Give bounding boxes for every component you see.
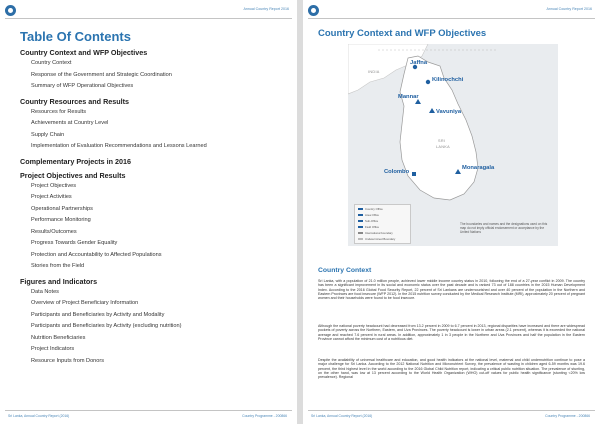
country-context-heading: Country Context	[318, 267, 372, 274]
kilinochchi-marker	[426, 80, 430, 84]
legend-item: Sub-Office	[365, 219, 379, 223]
wfp-logo-icon	[308, 5, 319, 16]
context-paragraph: Although the national poverty headcount had decreased from 13.2 percent in 2009 to 6.7 percent in 2013, regional disparities have increased and there are widespread pockets of poverty across the Northern, Eastern, and Uva Provinces. The poverty headcount is lower in urban areas (2.1 percent), whereas it is exceeded the national average and reached 7.6 percent in rural areas. In addition, approximately 1 in 3 people in the Northern and Uva Provinces and half the population in the Eastern Province cannot afford the minimum cost of a nutritious diet.	[318, 324, 585, 341]
header-report-link[interactable]: Annual Country Report 2016	[546, 7, 592, 11]
footer-left-text: Sri Lanka, Annual Country Report (2016)	[8, 414, 70, 418]
india-label: INDIA	[368, 70, 380, 74]
toc-item[interactable]: Participants and Beneficiaries by Activity and Modality	[31, 311, 165, 318]
map-label-kilinochchi: Kilinochchi	[432, 77, 464, 83]
map-label-colombo: Colombo	[384, 169, 410, 175]
legend-country-office-icon	[358, 208, 363, 210]
map-disclaimer: The boundaries and names and the designations used on this map do not imply official endorsement or acceptance by the United Nations	[460, 222, 548, 234]
map-label-monaragala: Monaragala	[462, 165, 495, 171]
legend-field-office-icon	[358, 226, 363, 228]
toc-item[interactable]: Data Notes	[31, 288, 59, 295]
footer-right-text: Country Programme - 200866	[545, 414, 590, 418]
sri-label: SRI	[438, 139, 446, 143]
map-label-mannar: Mannar	[398, 94, 419, 100]
legend-area-office-icon	[358, 214, 363, 216]
toc-item[interactable]: Achievements at Country Level	[31, 120, 109, 126]
toc-item[interactable]: Stories from the Field	[31, 263, 85, 269]
colombo-marker	[412, 172, 416, 176]
toc-item[interactable]: Overview of Project Beneficiary Information	[31, 300, 139, 306]
toc-section-heading[interactable]: Project Objectives and Results	[20, 170, 126, 180]
toc-item[interactable]: Country Context	[31, 60, 72, 66]
toc-list	[20, 48, 290, 367]
footer-divider	[308, 410, 595, 411]
map-label-jaffna: Jaffna	[410, 60, 428, 66]
toc-item[interactable]: Project Activities	[31, 194, 72, 200]
toc-title: Table Of Contents	[20, 29, 131, 44]
toc-item[interactable]: Progress Towards Gender Equality	[31, 240, 118, 246]
lanka-label: LANKA	[436, 145, 450, 149]
toc-item[interactable]: Nutrition Beneficiaries	[31, 334, 86, 341]
toc-item[interactable]: Summary of WFP Operational Objectives	[31, 83, 134, 89]
legend-item: Area Office	[365, 213, 379, 217]
toc-section-heading[interactable]: Country Context and WFP Objectives	[20, 48, 148, 57]
footer-right-text: Country Programme - 200866	[242, 414, 287, 418]
toc-item[interactable]: Protection and Accountability to Affected Populations	[31, 251, 162, 258]
page-title: Country Context and WFP Objectives	[318, 28, 487, 39]
toc-section-heading[interactable]: Figures and Indicators	[20, 276, 98, 286]
context-paragraph: Despite the availability of universal healthcare and education, and good health indicators at the national level, maternal and child undernutrition continue to pose a major challenge for Sri Lanka. According to the 2012 National Nutrition and Micronutrient Survey, the prevalence of wasting in children aged 6-59 months was 19.6 percent, the third highest level in the world according to the 2016 Global Child Nutrition report, indicating a critical public nutrition situation. The prevalence of stunting, on the other hand, was low at 13 percent according to the World Health Organization (WHO) cut-off values for public health significance (stunting <20% low prevalence). Regional	[318, 358, 585, 380]
legend-undetermined-boundary-icon	[358, 238, 363, 240]
legend-item: Field Office	[365, 225, 380, 229]
toc-item[interactable]: Results/Outcomes	[31, 228, 77, 235]
legend-item: Undetermined Boundary	[365, 237, 396, 241]
footer-divider	[5, 410, 292, 411]
context-paragraph: Sri Lanka, with a population of 21.0 million people, achieved lower middle income country status in 2010, following the end of a 27-year conflict in 2009. The country has been a significant improvement in its social and economic status over the past decade and is ranked 73 out of 188 countries in the 2015 Human Development Index. According to the 2016 Global Food Security Report, 22 percent of Sri Lankans are undernourished and over 40 percent of the population in the Northern and Eastern Provinces are food insecure (WFP 2012). In the 2015 nutrition survey conducted by the Medical Research Institute (MRI), approximately 20 percent of pregnant women and their households were found to be food insecure.	[318, 279, 585, 301]
legend-international-boundary-icon	[358, 232, 363, 234]
toc-page	[0, 0, 297, 424]
legend-item: Country Office	[365, 207, 383, 211]
footer-left-text: Sri Lanka, Annual Country Report (2016)	[311, 414, 373, 418]
toc-item[interactable]: Implementation of Evaluation Recommendations and Lessons Learned	[31, 143, 207, 149]
toc-item[interactable]: Project Indicators	[31, 346, 75, 352]
legend-sub-office-icon	[358, 220, 363, 222]
toc-item[interactable]: Resources for Results	[31, 108, 87, 115]
toc-item[interactable]: Operational Partnerships	[31, 205, 93, 212]
toc-item[interactable]: Project Objectives	[31, 182, 77, 189]
toc-section-heading[interactable]: Country Resources and Results	[20, 96, 130, 106]
header-report-link[interactable]: Annual Country Report 2016	[243, 7, 289, 11]
toc-section-heading[interactable]: Complementary Projects in 2016	[20, 156, 132, 166]
map-legend	[354, 204, 411, 244]
legend-item: International boundary	[365, 231, 393, 235]
header-divider	[5, 18, 292, 19]
map-label-vavuniya: Vavuniya	[436, 109, 462, 115]
wfp-logo-icon	[5, 5, 16, 16]
toc-item[interactable]: Participants and Beneficiaries by Activity (excluding nutrition)	[31, 323, 182, 329]
header-divider	[308, 18, 595, 19]
toc-item[interactable]: Resource Inputs from Donors	[31, 357, 105, 364]
sri-lanka-map	[348, 44, 558, 246]
toc-item[interactable]: Performance Monitoring	[31, 217, 91, 223]
toc-item[interactable]: Response of the Government and Strategic Coordination	[31, 71, 172, 78]
toc-item[interactable]: Supply Chain	[31, 131, 65, 138]
country-context-page	[303, 0, 600, 424]
